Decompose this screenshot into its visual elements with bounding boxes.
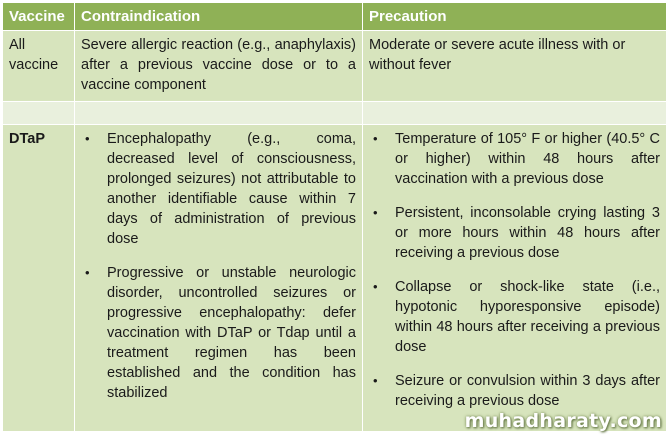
contraindication-cell: Severe allergic reaction (e.g., anaphylaxis) after a previous vaccine dose or to a vaccine component — [75, 31, 363, 102]
spacer-row — [3, 102, 667, 125]
bullet-icon: • — [373, 279, 378, 294]
precaution-list — [369, 129, 660, 411]
list-item — [81, 129, 356, 249]
list-item — [369, 203, 660, 263]
spacer-cell — [75, 102, 363, 125]
header-precaution: Precaution — [363, 3, 667, 31]
precaution-cell: Moderate or severe acute illness with or without fever — [363, 31, 667, 102]
list-item-text: Progressive or unstable neurologic disorder, uncontrolled seizures or progressive encephalopathy: defer vaccination with DTaP or Tdap until a treatment regimen has been established and the condition has stabilized — [107, 265, 356, 401]
bullet-icon: • — [373, 373, 378, 388]
list-item-text: Persistent, inconsolable crying lasting 3 or more hours within 48 hours after receiving a previous dose — [395, 205, 660, 261]
contraindication-list — [81, 129, 356, 403]
spacer-cell — [3, 102, 75, 125]
bullet-icon: • — [373, 131, 378, 146]
vaccine-cell: All vaccine — [3, 31, 75, 102]
bullet-icon: • — [85, 265, 90, 280]
vaccine-table — [2, 2, 667, 432]
precaution-cell — [363, 125, 667, 432]
list-item-text: Collapse or shock-like state (i.e., hypotonic hyporesponsive episode) within 48 hours after receiving a previous dose — [395, 279, 660, 355]
list-item-text: Encephalopathy (e.g., coma, decreased level of consciousness, prolonged seizures) not attributable to another identifiable cause within 7 days of administration of previous dose — [107, 131, 356, 247]
bullet-icon: • — [85, 131, 90, 146]
list-item — [81, 263, 356, 403]
table-row — [3, 125, 667, 432]
contraindication-cell — [75, 125, 363, 432]
list-item-text: Temperature of 105° F or higher (40.5° C or higher) within 48 hours after vaccination with a previous dose — [395, 131, 660, 187]
list-item — [369, 277, 660, 357]
watermark: muhadharaty.com — [464, 410, 662, 432]
spacer-cell — [363, 102, 667, 125]
bullet-icon: • — [373, 205, 378, 220]
list-item — [369, 129, 660, 189]
table-row — [3, 31, 667, 102]
list-item-text: Seizure or convulsion within 3 days after receiving a previous dose — [395, 373, 660, 409]
list-item — [369, 371, 660, 411]
header-vaccine: Vaccine — [3, 3, 75, 31]
vaccine-cell: DTaP — [3, 125, 75, 432]
header-contraindication: Contraindication — [75, 3, 363, 31]
header-row — [3, 3, 667, 31]
